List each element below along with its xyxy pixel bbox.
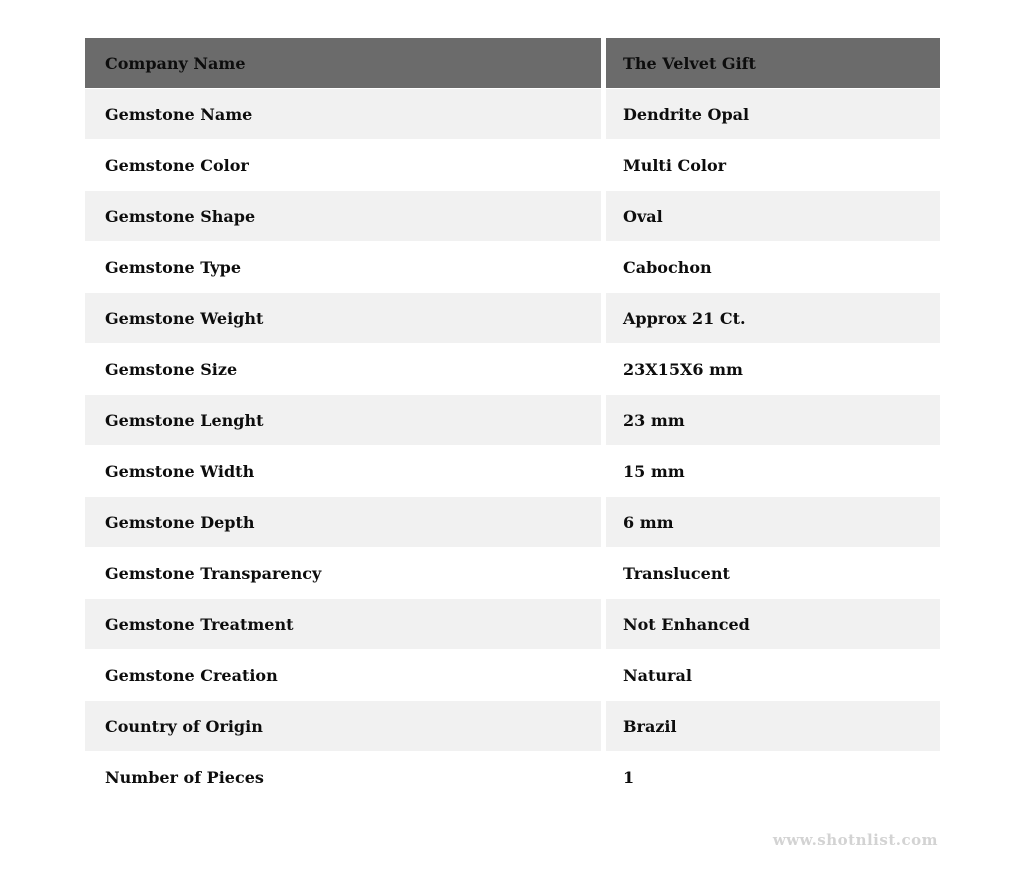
row-value: 1 (606, 752, 940, 803)
watermark-text: www.shotnlist.com (772, 831, 938, 849)
table-row (85, 191, 940, 242)
row-label: Gemstone Name (85, 89, 601, 140)
table-row (85, 752, 940, 803)
table-row (85, 89, 940, 140)
row-value: 23 mm (606, 395, 940, 446)
row-value: 6 mm (606, 497, 940, 548)
row-value: Brazil (606, 701, 940, 752)
row-label: Gemstone Treatment (85, 599, 601, 650)
row-label: Gemstone Shape (85, 191, 601, 242)
row-label: Gemstone Size (85, 344, 601, 395)
row-label: Gemstone Lenght (85, 395, 601, 446)
table-row (85, 701, 940, 752)
row-value: 15 mm (606, 446, 940, 497)
table-row (85, 242, 940, 293)
header-value: The Velvet Gift (606, 38, 940, 89)
table-row (85, 599, 940, 650)
row-value: Translucent (606, 548, 940, 599)
gemstone-spec-table (85, 38, 940, 803)
table-body (85, 89, 940, 803)
header-label: Company Name (85, 38, 601, 89)
row-value: Oval (606, 191, 940, 242)
table-row (85, 650, 940, 701)
row-label: Gemstone Depth (85, 497, 601, 548)
row-label: Number of Pieces (85, 752, 601, 803)
row-label: Gemstone Type (85, 242, 601, 293)
row-value: Natural (606, 650, 940, 701)
row-label: Gemstone Width (85, 446, 601, 497)
table-row (85, 395, 940, 446)
table-row (85, 548, 940, 599)
row-label: Gemstone Creation (85, 650, 601, 701)
row-label: Country of Origin (85, 701, 601, 752)
table-row (85, 497, 940, 548)
row-label: Gemstone Color (85, 140, 601, 191)
row-value: Cabochon (606, 242, 940, 293)
table-row (85, 344, 940, 395)
row-value: 23X15X6 mm (606, 344, 940, 395)
table-row (85, 293, 940, 344)
row-label: Gemstone Weight (85, 293, 601, 344)
table-row (85, 446, 940, 497)
row-value: Dendrite Opal (606, 89, 940, 140)
table-row (85, 140, 940, 191)
row-label: Gemstone Transparency (85, 548, 601, 599)
table-header-row (85, 38, 940, 89)
row-value: Approx 21 Ct. (606, 293, 940, 344)
row-value: Multi Color (606, 140, 940, 191)
row-value: Not Enhanced (606, 599, 940, 650)
